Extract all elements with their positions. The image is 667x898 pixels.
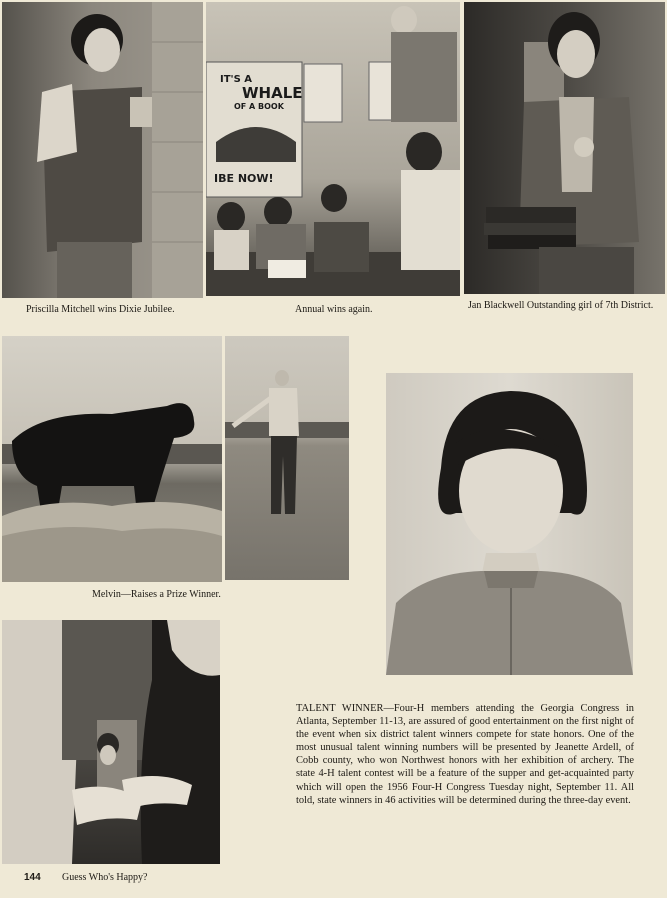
caption-prize-winner: Melvin—Raises a Prize Winner. [92,589,221,600]
caption-guess-who: Guess Who's Happy? [62,872,148,883]
photo-annual-staff [206,2,460,296]
sign-text-2: WHALE [242,84,303,102]
photo-melvin [225,336,349,580]
story-talent-winner: TALENT WINNER—Four-H members attending the Georgia Congress in Atlanta, September 11-13, are assured of good entertainment on the first night of the event when six district talent winners compete for state honors. One of the most unusual talent winning numbers will be presented by Jeanette Ardell, of Cobb county, who won Northwest honors with her exhibition of archery. The state 4-H talent contest will be a feature of the supper and get-acquainted party which will open the 1956 Four-H Congress Tuesday night, September 11. All told, state winners in 46 activities will be determined during the three-day event. [296,703,634,806]
photo-talent-winner-portrait [386,373,633,675]
sign-text-4: IBE NOW! [214,172,274,185]
photo-jan-blackwell [464,2,665,294]
caption-dixie-jubilee: Priscilla Mitchell wins Dixie Jubilee. [26,304,175,315]
caption-outstanding-girl: Jan Blackwell Outstanding girl of 7th District. [468,300,654,311]
page-number: 144 [24,872,41,883]
photo-prize-bull [2,336,222,582]
caption-annual: Annual wins again. [295,304,373,315]
sign-text-3: OF A BOOK [234,102,284,111]
sign-text-1: IT'S A [220,74,253,85]
photo-priscilla-mitchell [2,2,203,298]
photo-guess-who [2,620,220,864]
